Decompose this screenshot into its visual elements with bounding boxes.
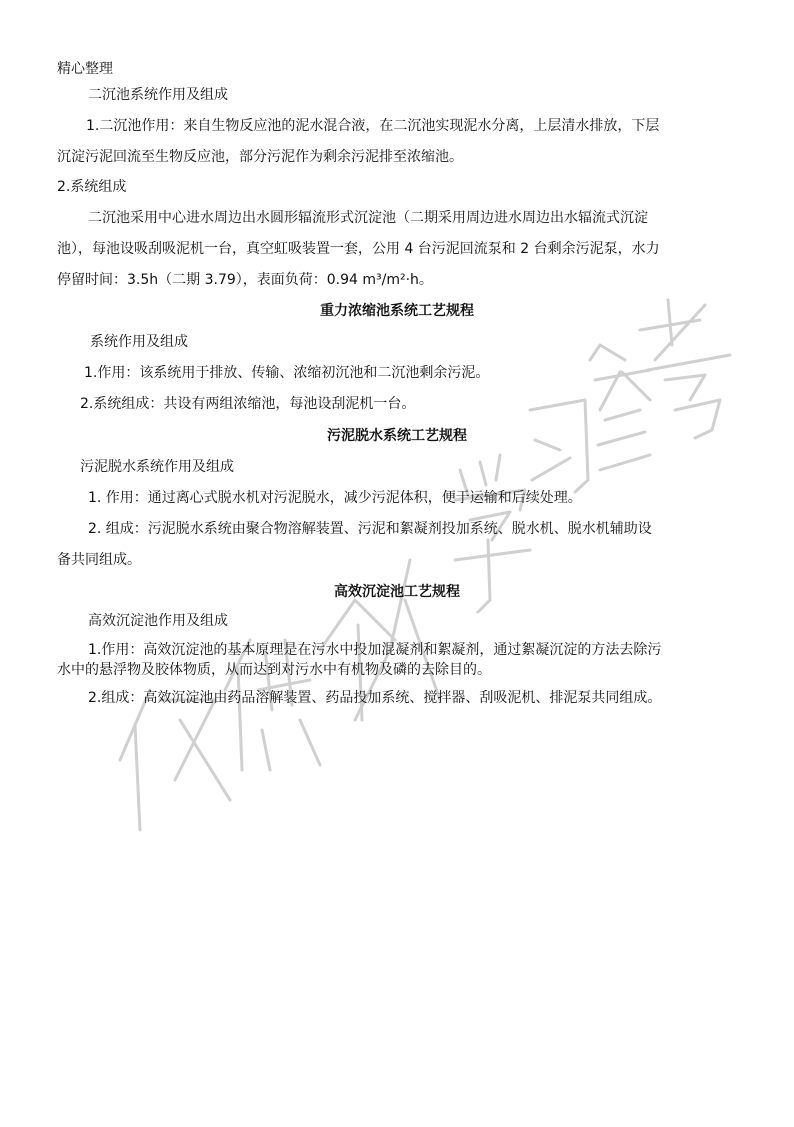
list-item: 1.作用：高效沉淀池的基本原理是在污水中投加混凝剂和絮凝剂，通过絮凝沉淀的方法去除污 [88, 642, 662, 658]
list-item: 2. 组成：污泥脱水系统由聚合物溶解装置、污泥和絮凝剂投加系统、脱水机、脱水机辅助设 [88, 521, 652, 537]
section-heading: 污泥脱水系统工艺规程 [327, 428, 467, 444]
section-title: 二沉池系统作用及组成 [88, 87, 228, 103]
section-title: 2.系统组成 [57, 179, 127, 195]
section-subtitle: 高效沉淀池作用及组成 [88, 613, 228, 629]
section-subtitle: 系统作用及组成 [90, 334, 188, 350]
list-item: 2.系统组成：共设有两组浓缩池，每池设刮泥机一台。 [80, 396, 416, 412]
paragraph-line: 二沉池采用中心进水周边出水圆形辐流形式沉淀池（二期采用周边进水周边出水辐流式沉淀 [88, 210, 648, 226]
list-item: 水中的悬浮物及胶体物质，从而达到对污水中有机物及磷的去除目的。 [57, 662, 491, 678]
paragraph-line: 池），每池设吸刮吸泥机一台，真空虹吸装置一套，公用 4 台污泥回流泵和 2 台剩余污泥泵，水力 [57, 241, 660, 257]
list-item: 1.作用：该系统用于排放、传输、浓缩初沉池和二沉池剩余污泥。 [84, 365, 490, 381]
header-label: 精心整理 [57, 61, 113, 77]
section-subtitle: 污泥脱水系统作用及组成 [80, 459, 234, 475]
list-item: 1. 作用：通过离心式脱水机对污泥脱水，减少污泥体积，便于运输和后续处理。 [88, 490, 582, 506]
section-heading: 高效沉淀池工艺规程 [334, 584, 460, 600]
list-item: 2.组成：高效沉淀池由药品溶解装置、药品投加系统、搅拌器、刮吸泥机、排泥泵共同组成。 [88, 690, 662, 706]
section-heading: 重力浓缩池系统工艺规程 [320, 303, 474, 319]
paragraph-line: 1.二沉池作用：来自生物反应池的泥水混合液，在二沉池实现泥水分离，上层清水排放，下层 [86, 118, 660, 134]
paragraph-line: 沉淀污泥回流至生物反应池，部分污泥作为剩余污泥排至浓缩池。 [57, 149, 463, 165]
list-item: 备共同组成。 [57, 552, 141, 568]
paragraph-line: 停留时间：3.5h（二期 3.79），表面负荷：0.94 m³/m²·h。 [57, 272, 433, 288]
